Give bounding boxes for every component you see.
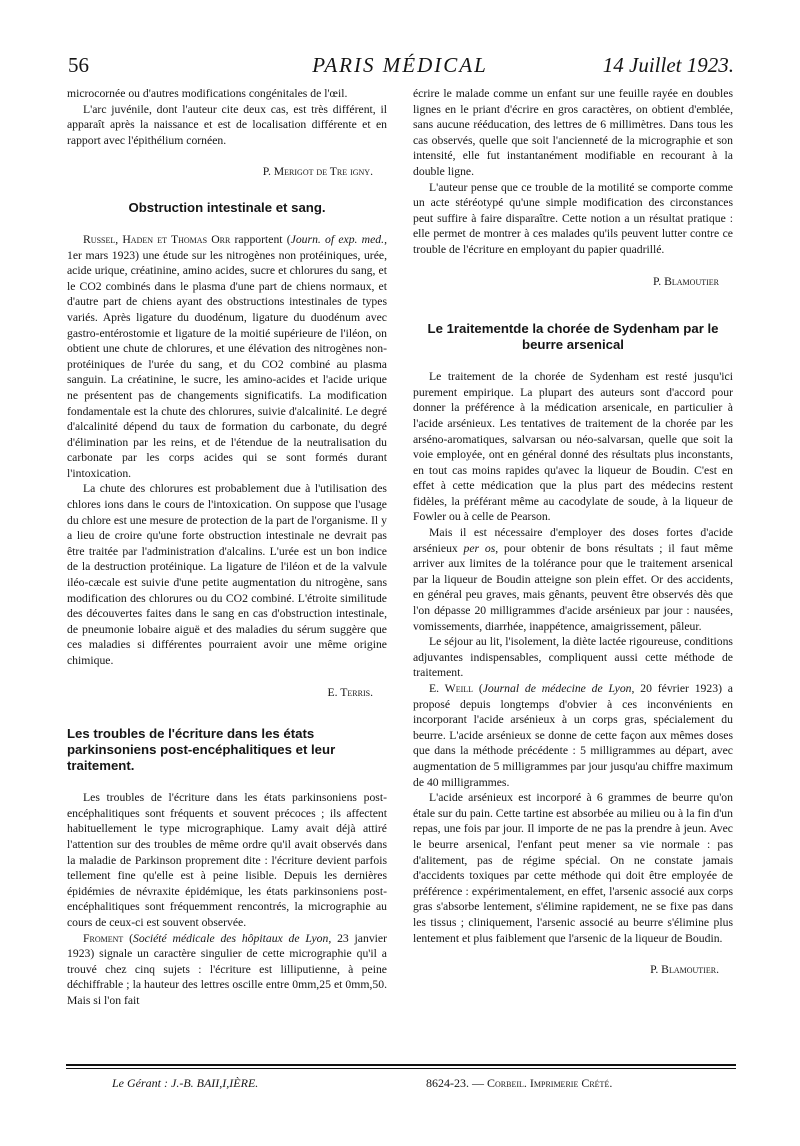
text-run: , 1er mars 1923) une étude sur les nitrogènes non protéiniques, urée, acide urique, créatinine, amino acides, sucre et chlorures du sang, et le CO2 combinés dans le plasma d'une part de chiens normaux, et d'autre part de chiens ayant des obstructions intestinales de types variés. Après ligature du duodénum, ligature du duodénum avec gastro-entérostomie et ligature de la moitié supérieure de l'iléon, on obtient une chute de chlorures, et une élévation des nitrogènes non-protéiniques de l'urée du sang, et du CO2 combiné au plasma sanguin. La créatinine, le sucre, les amino-acides et l'acide urique ne présentent pas de changements significatifs. La modification fondamentale est la chute des chlorures, suivie d'alcalinité. Le degré d'alcalinité dépend du taux de formation du carbonate, du degré d'élimination par les reins, et de l'étendue de la neutralisation du carbonate par les corps acides qui se sont formés durant l'intoxication.	[67, 232, 387, 480]
author-signature: P. Blamoutier	[653, 274, 719, 288]
article-heading: Le 1raitementde la chorée de Sydenham par le beurre arsenical	[427, 321, 719, 353]
paragraph	[67, 931, 387, 1009]
paragraph: L'arc juvénile, dont l'auteur cite deux cas, est très différent, il apparaît après la naissance et est de localisation différente et en rapport avec l'épithélium cornéen.	[67, 102, 387, 147]
paragraph	[67, 232, 387, 482]
paragraph: La chute des chlorures est probablement due à l'utilisation des chlores ions dans le cours de l'intoxication. On suppose que l'usage du chlore est une mesure de protection de la part de l'organisme. Il y a lieu de croire qu'une forte obstruction intestinale ne devrait pas être traitée par l'administration d'alcalins. L'urée est un bon indice de la destruction protéinique. La ligature de l'iléon et de la valvule iléo-cæcale est suivie d'une petite augmentation du nitrogène, sans modification des chlorures ou du CO2 combiné. L'étroite similitude des découvertes faites dans le sang en cas d'obstruction intestinale, de pneumonie lobaire aiguë et des maladies du sérum suggère que ces maladies si différentes pourraient avoir une même origine chimique.	[67, 482, 387, 667]
text-run: rapportent (	[230, 232, 291, 246]
author-signature: E. Terris.	[327, 685, 373, 699]
text-run: (	[123, 931, 133, 945]
author-signature: P. Blamoutier.	[650, 963, 719, 977]
text-run: Mais il est nécessaire d'employer des doses fortes d'acide arsénieux	[413, 526, 733, 555]
right-column	[413, 86, 733, 978]
journal-reference: Journ. of exp. med.	[290, 232, 385, 246]
journal-reference: Société médicale des hôpitaux de Lyon	[132, 931, 329, 945]
footer-rule-thin	[66, 1068, 736, 1069]
footer-printer: 8624-23. — Corbeil. Imprimerie Crété.	[426, 1076, 613, 1090]
issue-date: 14 Juillet 1923.	[602, 53, 734, 77]
author-names: E. Weill	[429, 682, 474, 695]
author-names: Froment	[83, 931, 124, 945]
journal-title: PARIS MÉDICAL	[312, 53, 488, 77]
footer-manager	[112, 1074, 258, 1092]
text-run: (	[473, 682, 483, 695]
paragraph: microcornée ou d'autres modifications congénitales de l'œil.	[67, 87, 348, 100]
footer-rule	[66, 1064, 736, 1066]
paragraph: écrire le malade comme un enfant sur une feuille rayée en doubles lignes en le priant d'écrire en gros caractères, on obtient d'emblée, sans aucune rééducation, des lettres de 6 millimètres. Dans tous les cas observés, quelle que soit l'ancienneté de la micrographie et son intensité, elle fut instantanément modifiable en recourant à la double ligne.	[413, 87, 733, 178]
article-heading: Obstruction intestinale et sang.	[128, 199, 326, 215]
paragraph: Les troubles de l'écriture dans les états parkinsoniens post-encéphalitiques sont fréquents et souvent précoces ; ils affectent habituellement le type micrographique. Lamy avait déjà attiré l'attention sur des troubles de même ordre qu'il avait observés dans la maladie de Parkinson proprement dite : l'écriture devient parfois tellement fine qu'elle est à peine lisible. Depuis les dernières épidémies de névraxite épidémique, les états parkinsoniens post-encéphalitiques sont fréquemment rencontrés, la micrographie au cours de ceux-ci est souvent observée.	[67, 791, 387, 929]
text-run: , pour obtenir de bons résultats ; il faut même arriver aux limites de la tolérance pour que le traitement arsenical par la liqueur de Boudin atteigne son plein effet. Or des accidents, en général peu graves, mais gênants, peuvent être observés dès que l'on dépasse 20 milligrammes d'acide arsénieux par jour : nausées, vomissements, diarrhée, inappétence, amaigrissement, pâleur.	[413, 541, 733, 633]
article-heading: Les troubles de l'écriture dans les états parkinsoniens post-encéphalitiques et leur traitement.	[67, 726, 336, 774]
paragraph	[413, 681, 733, 790]
footer-manager-text: Le Gérant : J.-B. BAII,I,IÈRE.	[112, 1076, 259, 1090]
page-number: 56	[68, 53, 89, 77]
author-names: Russel, Haden et Thomas Orr	[83, 232, 231, 246]
left-column	[67, 86, 387, 1009]
paragraph: Le traitement de la chorée de Sydenham est resté jusqu'ici purement empirique. La plupart des auteurs sont d'accord pour donner la préférence à la médication arsenicale, en particulier à l'acide arsénieux. Les tentatives de traitement de la chorée par les arséno-aromatiques, salvarsan ou néo-salvarsan, quelle que soit la voie employée, ont en général donné des résultats plus inconstants, en tout cas moins rapides qu'avec la liqueur de Boudin. C'est en effet à cette médication que la plus part des médecins restent fidèles, la préférant même au cacodylate de soude, à la liqueur de Fowler ou à celle de Pearson.	[413, 370, 733, 524]
paragraph: Le séjour au lit, l'isolement, la diète lactée rigoureuse, conditions adjuvantes indispensables, compliquent aussi cette méthode de traitement.	[413, 635, 733, 680]
text-run: , 20 février 1923) a proposé depuis longtemps d'obvier à ces inconvénients en incorporant l'acide arsénieux à un corps gras, spécialement du beurre. L'acide arsénieux se donne de cette façon aux mêmes doses que dans la méthode précédente : 5 milligrammes au départ, avec augmentation de 5 milligrammes par jour jusqu'au chiffre maximum de 40 milligrammes.	[413, 682, 733, 789]
paragraph: L'auteur pense que ce trouble de la motilité se comporte comme un acte stéréotypé qu'une simple modification des circonstances peut suffire à faire disparaître. Cette notion a un résultat pratique : elle permet de montrer à ces malades qu'ils peuvent lutter contre ce trouble de l'écriture en employant du papier quadrillé.	[413, 180, 733, 256]
paragraph: L'acide arsénieux est incorporé à 6 grammes de beurre qu'on étale sur du pain. Cette tartine est absorbée au milieu ou à la fin d'un repas, une fois par jour. Il importe de ne pas la prendre à jeun. Avec le beurre arsenical, l'enfant peut mener sa vie normale : pas d'alitement, pas de régime spécial. On ne constate jamais d'accidents toxiques par cette méthode qui doit être employée de préférence : expérimentalement, en effet, l'arsenic associé aux corps gras s'absorbe lentement, s'élimine rapidement, ne se fixe pas dans les tissus ; cliniquement, l'arsenic associé au beurre s'élimine plus lentement et plus faiblement que l'arsenic de la liqueur de Boudin.	[413, 791, 733, 945]
paragraph	[413, 525, 733, 634]
journal-reference: Journal de médecine de Lyon	[482, 682, 632, 695]
latin-term: per os	[463, 541, 496, 555]
author-signature: P. Merigot de Tre igny.	[262, 165, 373, 179]
text-run: , 23 janvier 1923) signale un caractère singulier de cette micrographie qu'il a trouvé chez cinq sujets : l'écriture est lilliputienne, à peine déchiffrable ; la hauteur des lettres oscille entre 0mm,25 et 0mm,50. Mais si l'on fait	[67, 931, 388, 1007]
